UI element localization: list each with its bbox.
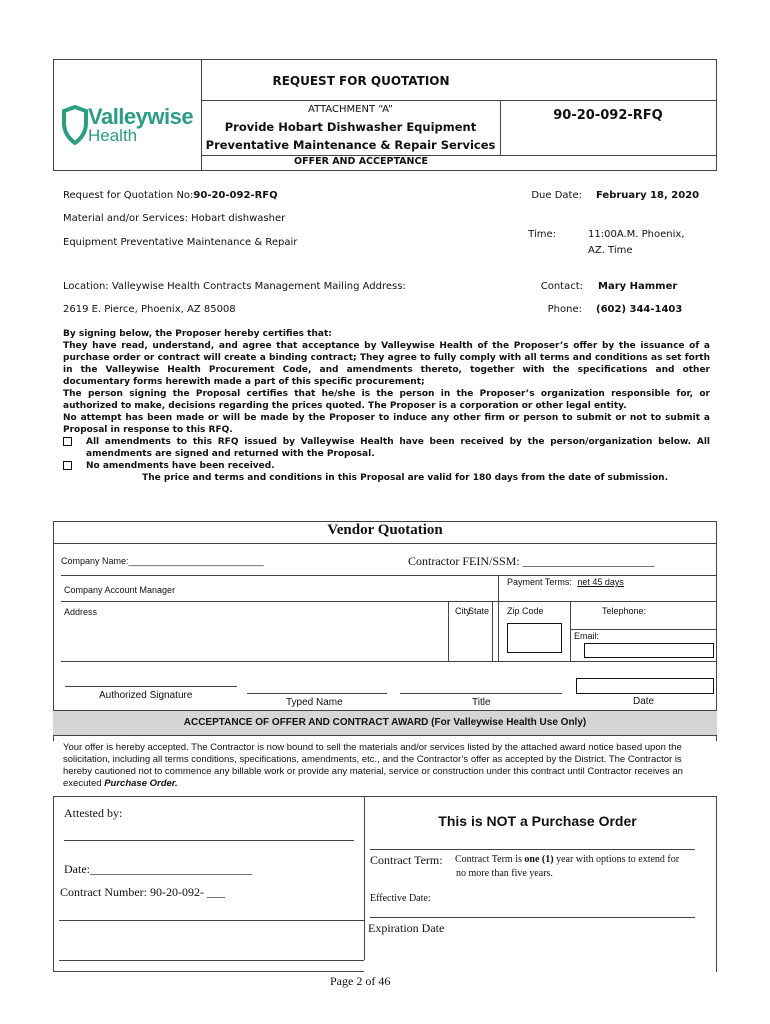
rfq-number-header: 90-20-092-RFQ bbox=[553, 108, 663, 123]
award-box-left bbox=[53, 796, 54, 972]
header-left-border bbox=[53, 59, 54, 170]
document-title: REQUEST FOR QUOTATION bbox=[272, 74, 450, 88]
vendor-quotation-heading: Vendor Quotation bbox=[327, 522, 443, 538]
amendments-received-option[interactable] bbox=[63, 436, 710, 460]
material-line-1: Material and/or Services: Hobart dishwasher bbox=[63, 213, 286, 224]
rfq-number-row bbox=[63, 190, 278, 201]
header-bottom-border bbox=[53, 170, 717, 171]
material-line-2: Equipment Preventative Maintenance & Repair bbox=[63, 237, 298, 248]
acceptance-body bbox=[63, 742, 711, 790]
due-date-value: February 18, 2020 bbox=[596, 190, 700, 201]
payment-terms bbox=[507, 577, 624, 587]
checkbox-icon[interactable] bbox=[63, 437, 72, 446]
contact-label: Contact: bbox=[540, 281, 583, 292]
phone-label: Phone: bbox=[547, 304, 582, 315]
vendor-left-border bbox=[53, 521, 54, 741]
contract-term-line-2: no more than five years. bbox=[456, 868, 553, 879]
contract-term-paren: (1) bbox=[541, 854, 554, 865]
time-label: Time: bbox=[528, 229, 556, 240]
amendments-received-text: All amendments to this RFQ issued by Valleywise Health have been received by the person/organization below. All amendments are signed and returned with the Proposal. bbox=[86, 437, 710, 459]
logo-text-sub: Health bbox=[88, 126, 138, 145]
state-field-label: State bbox=[468, 606, 490, 616]
certification-intro: By signing below, the Proposer hereby certifies that: bbox=[63, 329, 332, 339]
effective-date-label: Effective Date: bbox=[370, 893, 431, 904]
checkbox-icon[interactable] bbox=[63, 461, 72, 470]
email-input[interactable] bbox=[584, 643, 714, 658]
not-po-underline bbox=[370, 849, 695, 850]
header-right-border bbox=[716, 59, 717, 170]
time-value-1: 11:00A.M. Phoenix, bbox=[588, 229, 685, 240]
zip-col-divider bbox=[570, 601, 571, 661]
contract-term-line-1 bbox=[455, 854, 679, 865]
vendor-right-border bbox=[716, 521, 717, 741]
logo-mark-icon bbox=[60, 105, 90, 145]
certification-paragraph-2: The person signing the Proposal certifies that he/she is the person in the Proposer’s organization responsible for, or authorized to make, decisions regarding the prices quoted. The Proposer is a corporation or other legal entity. bbox=[63, 389, 710, 411]
typed-name-label: Typed Name bbox=[286, 697, 343, 708]
no-amendments-option[interactable] bbox=[63, 460, 710, 472]
header-top-border bbox=[53, 59, 717, 60]
signature-line-bottom[interactable] bbox=[59, 960, 364, 961]
mailing-address: 2619 E. Pierce, Phoenix, AZ 85008 bbox=[63, 304, 236, 315]
valleywise-health-logo bbox=[58, 103, 198, 147]
logo-text-main: Valleywise bbox=[88, 104, 194, 129]
rfq-number-label: Request for Quotation No: bbox=[63, 190, 194, 201]
row-divider-1 bbox=[61, 575, 498, 576]
subject-line-2: Preventative Maintenance & Repair Services bbox=[205, 138, 496, 152]
fein-field[interactable]: Contractor FEIN/SSM: ______________________ bbox=[408, 554, 655, 568]
award-box-right bbox=[716, 796, 717, 972]
city-col-divider bbox=[448, 601, 449, 661]
subject-line-1: Provide Hobart Dishwasher Equipment bbox=[224, 120, 477, 134]
phone-value: (602) 344-1403 bbox=[596, 304, 683, 315]
location-line: Location: Valleywise Health Contracts Management Mailing Address: bbox=[63, 281, 406, 292]
zip-field-label: Zip Code bbox=[507, 606, 544, 616]
state-col-divider bbox=[492, 601, 493, 661]
row-divider-3 bbox=[61, 661, 716, 662]
certification-paragraph-1: They have read, understand, and agree that acceptance by Valleywise Health of the Proposer’s offer by the issuance of a purchase order or contract will create a binding contract; They agree to fully comply with all terms and conditions as set forth in the Valleywise Health Procurement Code, and amendments thereto, together with the specifications and other documentary forms herewith made a part of this specific procurement; bbox=[63, 341, 710, 387]
account-manager-field[interactable]: Company Account Manager bbox=[64, 585, 176, 595]
authorized-signature-label: Authorized Signature bbox=[99, 690, 193, 701]
validity-statement: The price and terms and conditions in this Proposal are valid for 180 days from the date of submission. bbox=[142, 473, 668, 483]
company-name-field[interactable]: Company Name:___________________________ bbox=[61, 556, 264, 566]
contract-number: Contract Number: 90-20-092- ___ bbox=[60, 885, 225, 899]
date-signed-field[interactable]: Date:___________________________ bbox=[64, 862, 252, 876]
telephone-divider bbox=[570, 629, 716, 630]
city-field-label: City bbox=[455, 606, 471, 616]
effective-date-line[interactable] bbox=[370, 917, 695, 918]
title-line[interactable] bbox=[400, 693, 562, 694]
award-box-top bbox=[53, 796, 717, 797]
no-amendments-text: No amendments have been received. bbox=[86, 461, 275, 471]
contract-number-line[interactable] bbox=[59, 920, 364, 921]
award-box-divider bbox=[364, 796, 365, 960]
attachment-label: ATTACHMENT “A” bbox=[308, 104, 393, 115]
typed-name-line[interactable] bbox=[247, 693, 387, 694]
offer-and-acceptance-label: OFFER AND ACCEPTANCE bbox=[294, 156, 428, 167]
payment-terms-value: net 45 days bbox=[577, 577, 624, 587]
email-field-label: Email: bbox=[574, 631, 600, 641]
date-input[interactable] bbox=[576, 678, 714, 694]
acceptance-body-text: Your offer is hereby accepted. The Contractor is now bound to sell the materials and/or services listed by the attached award notice based upon the solicitation, including all terms conditions, specifications, amendments, etc., and the Contractor’s offer as accepted by the District. The Contractor is hereby cautioned not to commence any billable work or provide any material, service or construction under this contract until Contractor receives an executed bbox=[63, 742, 683, 789]
award-box-bottom bbox=[53, 971, 364, 972]
title-label: Title bbox=[472, 697, 491, 708]
contract-term-text-1: Contract Term is bbox=[455, 854, 525, 865]
purchase-order-term: Purchase Order. bbox=[104, 778, 178, 789]
certification-block bbox=[63, 328, 710, 484]
time-value-2: AZ. Time bbox=[588, 245, 633, 256]
page-number: Page 2 of 46 bbox=[330, 974, 391, 988]
payment-row-top bbox=[498, 575, 716, 576]
header-title-divider bbox=[201, 100, 716, 101]
contract-term-label: Contract Term: bbox=[370, 853, 443, 867]
date-label: Date bbox=[633, 696, 655, 707]
address-field-label: Address bbox=[64, 607, 98, 617]
telephone-field-label: Telephone: bbox=[602, 606, 647, 616]
rfq-number-value: 90-20-092-RFQ bbox=[193, 190, 278, 201]
expiration-date-label: Expiration Date bbox=[368, 921, 445, 935]
zip-code-input[interactable] bbox=[507, 623, 562, 653]
payment-col-divider bbox=[498, 575, 499, 661]
contract-term-text-2: year with options to extend for bbox=[553, 854, 680, 865]
attested-by-line[interactable] bbox=[64, 840, 354, 841]
payment-terms-label: Payment Terms: bbox=[507, 577, 572, 587]
vendor-heading-divider bbox=[53, 543, 717, 544]
contact-value: Mary Hammer bbox=[598, 281, 678, 292]
certification-paragraph-3: No attempt has been made or will be made by the Proposer to induce any other firm or person to submit or not to submit a Proposal in response to this RFQ. bbox=[63, 413, 710, 435]
due-date-label: Due Date: bbox=[531, 190, 582, 201]
contract-term-one: one bbox=[524, 854, 540, 865]
attested-by-label: Attested by: bbox=[64, 806, 123, 820]
not-purchase-order-notice: This is NOT a Purchase Order bbox=[438, 813, 637, 829]
acceptance-heading: ACCEPTANCE OF OFFER AND CONTRACT AWARD (For Valleywise Health Use Only) bbox=[183, 717, 587, 728]
authorized-signature-line[interactable] bbox=[65, 686, 237, 687]
row-divider-2 bbox=[61, 601, 716, 602]
